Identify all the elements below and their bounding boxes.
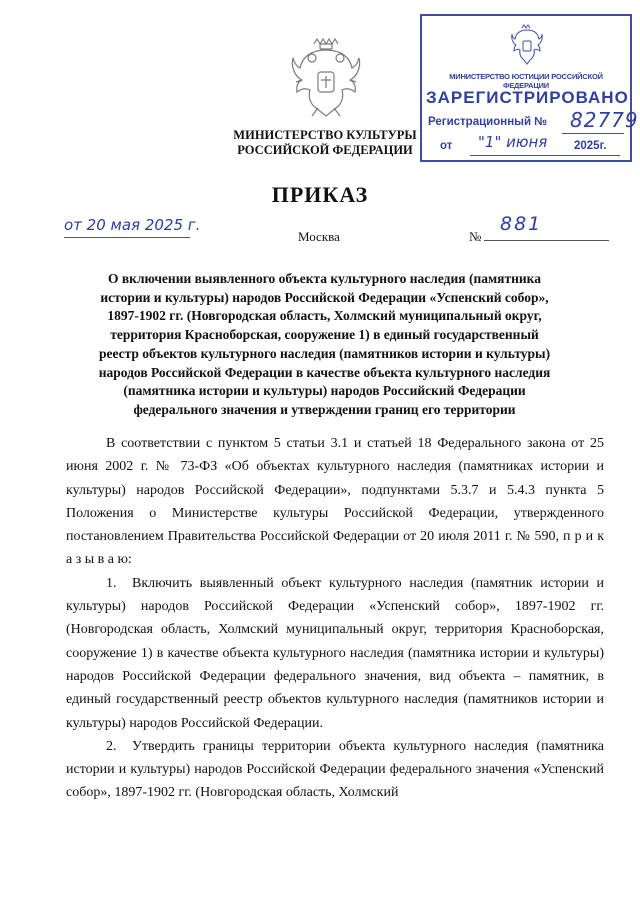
order-city: Москва — [298, 229, 340, 244]
item-text: Утвердить границы территории объекта культурного наследия (памятника истории и культуры) народов Российской Федерации федерального значения «Успенский собор», 1897-1902 гг. (Новгородская область, Холмский — [66, 738, 604, 801]
stamp-reg-number-label: Регистрационный № — [428, 116, 548, 128]
stamp-date-handwritten: "1" июня — [478, 133, 548, 151]
stamp-date-underline — [470, 155, 620, 156]
heading-line: 1897-1902 гг. (Новгородская область, Холмский муниципальный округ, — [107, 308, 542, 324]
stamp-year: 2025г. — [574, 140, 607, 152]
heading-line: реестр объектов культурного наследия (памятников истории и культуры) — [98, 345, 551, 361]
ministry-name-line1: МИНИСТЕРСТВО КУЛЬТУРЫ — [233, 128, 417, 142]
preamble-paragraph: В соответствии с пунктом 5 статьи 3.1 и статьей 18 Федерального закона от 25 июня 2002 г. № 73-ФЗ «Об объектах культурного наследия (памятниках истории и культуры) народов Российской Федерации», подпунктами 5.3.7 и 5.4.3 пункта 5 Положения о Министерстве культуры Российской Федерации, утвержденного постановлением Правительства Российской Федерации от 20 июля 2011 г. № 590, п р и к а з ы в а ю: — [66, 436, 604, 568]
stamp-reg-number: 82779 — [570, 108, 639, 132]
ministry-name — [200, 128, 453, 158]
stamp-number-underline — [562, 133, 624, 134]
order-date-handwritten: от 20 мая 2025 г. — [64, 216, 201, 234]
item-number: 1. — [106, 575, 117, 591]
order-heading — [62, 270, 587, 420]
stamp-emblem-icon — [510, 24, 544, 68]
heading-line: истории и культуры) народов Российской Федерации «Успенский собор», — [100, 289, 549, 305]
order-number-handwritten: 881 — [500, 213, 543, 235]
heading-line: (памятника истории и культуры) народов Российский Федерации — [123, 383, 526, 399]
item-text: Включить выявленный объект культурного наследия (памятник истории и культуры) народов Российской Федерации «Успенский собор», 1897-1902 гг. (Новгородская область, Холмский муниципальный округ, территория Красноборская, сооружение 1) в качестве объекта культурного наследия (памятника истории и культуры) народов Российской Федерации федерального значения, вид объекта – памятник, в единый государственный реестр объектов культурного наследия (памятников истории и культуры) народов Российской Федерации. — [66, 575, 604, 731]
heading-line: территория Красноборская, сооружение 1) в единый государственный — [110, 327, 539, 343]
coat-of-arms-emblem — [288, 36, 364, 126]
stamp-date-from-label: от — [440, 140, 453, 152]
order-number-sign: № — [469, 229, 482, 244]
order-body — [66, 432, 604, 805]
order-item-2 — [66, 735, 604, 805]
heading-line: О включении выявленного объекта культурного наследия (памятника — [108, 271, 541, 286]
ministry-name-line2: РОССИЙСКОЙ ФЕДЕРАЦИИ — [237, 143, 413, 157]
order-item-1 — [66, 572, 604, 735]
order-date-underline — [64, 237, 190, 238]
stamp-ministry-name: МИНИСТЕРСТВО ЮСТИЦИИ РОССИЙСКОЙ ФЕДЕРАЦИИ — [449, 72, 603, 90]
registration-stamp — [420, 14, 639, 162]
item-number: 2. — [106, 738, 117, 754]
stamp-registered-label: ЗАРЕГИСТРИРОВАНО — [426, 88, 629, 107]
heading-line: народов Российской Федерации в качестве объекта культурного наследия — [98, 364, 551, 380]
order-number-underline — [484, 240, 609, 241]
heading-line: федерального значения и утверждении границ его территории — [133, 401, 516, 417]
document-title: ПРИКАЗ — [271, 182, 369, 207]
